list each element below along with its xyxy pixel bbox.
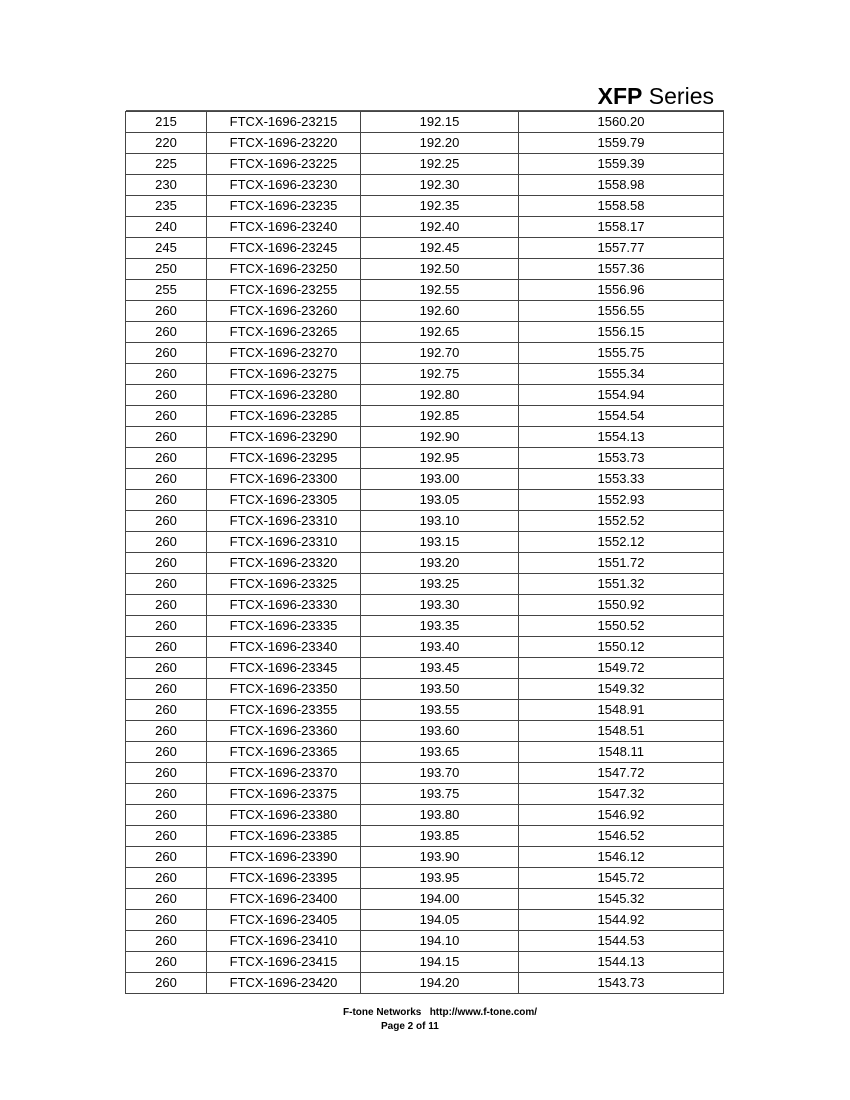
table-cell: FTCX-1696-23395 [207, 868, 361, 889]
table-cell: 260 [126, 826, 207, 847]
table-cell: 240 [126, 217, 207, 238]
table-cell: FTCX-1696-23340 [207, 637, 361, 658]
table-cell: 192.45 [361, 238, 519, 259]
table-row [126, 154, 724, 175]
table-cell: FTCX-1696-23305 [207, 490, 361, 511]
table-cell: 193.45 [361, 658, 519, 679]
table-cell: FTCX-1696-23300 [207, 469, 361, 490]
table-cell: FTCX-1696-23310 [207, 532, 361, 553]
table-cell: FTCX-1696-23365 [207, 742, 361, 763]
table-cell: 1554.13 [519, 427, 724, 448]
table-cell: 1548.51 [519, 721, 724, 742]
table-cell: 1545.32 [519, 889, 724, 910]
table-cell: 260 [126, 574, 207, 595]
table-cell: 193.10 [361, 511, 519, 532]
table-cell: 192.20 [361, 133, 519, 154]
table-row [126, 490, 724, 511]
table-cell: 193.85 [361, 826, 519, 847]
table-row [126, 196, 724, 217]
table-cell: 260 [126, 784, 207, 805]
table-cell: 260 [126, 847, 207, 868]
table-cell: 260 [126, 931, 207, 952]
table-cell: 194.00 [361, 889, 519, 910]
table-cell: FTCX-1696-23400 [207, 889, 361, 910]
table-cell: FTCX-1696-23235 [207, 196, 361, 217]
table-cell: 1550.92 [519, 595, 724, 616]
table-cell: 193.65 [361, 742, 519, 763]
table-row [126, 952, 724, 973]
table-cell: FTCX-1696-23385 [207, 826, 361, 847]
table-cell: 1544.13 [519, 952, 724, 973]
table-cell: FTCX-1696-23250 [207, 259, 361, 280]
table-cell: 192.75 [361, 364, 519, 385]
table-cell: 1546.52 [519, 826, 724, 847]
table-cell: 1557.77 [519, 238, 724, 259]
table-row [126, 742, 724, 763]
table-cell: 1554.54 [519, 406, 724, 427]
table-row [126, 595, 724, 616]
footer-url[interactable]: http://www.f-tone.com/ [429, 1007, 538, 1018]
table-cell: 260 [126, 973, 207, 994]
table-row [126, 406, 724, 427]
table-cell: FTCX-1696-23255 [207, 280, 361, 301]
table-cell: 192.15 [361, 112, 519, 133]
table-cell: FTCX-1696-23270 [207, 343, 361, 364]
table-cell: 260 [126, 910, 207, 931]
table-row [126, 868, 724, 889]
table-cell: 1551.72 [519, 553, 724, 574]
table-cell: FTCX-1696-23290 [207, 427, 361, 448]
table-cell: FTCX-1696-23285 [207, 406, 361, 427]
table-row [126, 112, 724, 133]
table-cell: FTCX-1696-23265 [207, 322, 361, 343]
table-row [126, 301, 724, 322]
table-cell: 1550.12 [519, 637, 724, 658]
table-cell: 193.05 [361, 490, 519, 511]
table-cell: FTCX-1696-23350 [207, 679, 361, 700]
table-cell: 193.75 [361, 784, 519, 805]
table-cell: FTCX-1696-23415 [207, 952, 361, 973]
table-cell: 192.35 [361, 196, 519, 217]
table-cell: 193.25 [361, 574, 519, 595]
table-cell: 193.35 [361, 616, 519, 637]
table-cell: 1559.79 [519, 133, 724, 154]
table-cell: FTCX-1696-23320 [207, 553, 361, 574]
table-cell: 1556.55 [519, 301, 724, 322]
table-cell: 260 [126, 616, 207, 637]
table-cell: 193.30 [361, 595, 519, 616]
table-cell: 192.40 [361, 217, 519, 238]
footer-page-number: Page 2 of 11 [381, 1021, 439, 1032]
table-cell: 1553.73 [519, 448, 724, 469]
table-cell: FTCX-1696-23325 [207, 574, 361, 595]
table-cell: 260 [126, 532, 207, 553]
table-cell: 260 [126, 952, 207, 973]
table-row [126, 721, 724, 742]
table-row [126, 238, 724, 259]
table-cell: FTCX-1696-23260 [207, 301, 361, 322]
table-cell: FTCX-1696-23280 [207, 385, 361, 406]
table-cell: 260 [126, 427, 207, 448]
table-cell: 192.85 [361, 406, 519, 427]
footer-company: F-tone Networks [343, 1007, 422, 1018]
table-row [126, 175, 724, 196]
table-cell: 215 [126, 112, 207, 133]
table-row [126, 532, 724, 553]
table-row [126, 889, 724, 910]
table-cell: 193.50 [361, 679, 519, 700]
table-row [126, 910, 724, 931]
table-cell: FTCX-1696-23390 [207, 847, 361, 868]
table-cell: 260 [126, 553, 207, 574]
table-cell: 260 [126, 889, 207, 910]
table-cell: 1552.12 [519, 532, 724, 553]
table-cell: 193.20 [361, 553, 519, 574]
table-row [126, 385, 724, 406]
table-cell: 260 [126, 637, 207, 658]
table-cell: FTCX-1696-23240 [207, 217, 361, 238]
series-brand: XFP [597, 83, 643, 109]
table-cell: 1557.36 [519, 259, 724, 280]
table-cell: 192.80 [361, 385, 519, 406]
table-cell: 1556.96 [519, 280, 724, 301]
table-cell: 235 [126, 196, 207, 217]
table-cell: 193.60 [361, 721, 519, 742]
table-row [126, 448, 724, 469]
table-cell: 193.40 [361, 637, 519, 658]
table-cell: FTCX-1696-23420 [207, 973, 361, 994]
page-header-title [598, 82, 714, 110]
table-cell: FTCX-1696-23215 [207, 112, 361, 133]
table-row [126, 427, 724, 448]
table-cell: 1555.34 [519, 364, 724, 385]
table-row [126, 364, 724, 385]
table-cell: 260 [126, 322, 207, 343]
table-row [126, 658, 724, 679]
channel-table [125, 111, 724, 994]
table-cell: 194.20 [361, 973, 519, 994]
table-cell: 1544.92 [519, 910, 724, 931]
table-cell: FTCX-1696-23370 [207, 763, 361, 784]
table-cell: FTCX-1696-23310 [207, 511, 361, 532]
table-row [126, 805, 724, 826]
table-cell: 260 [126, 490, 207, 511]
table-row [126, 679, 724, 700]
table-cell: 260 [126, 763, 207, 784]
table-cell: 194.15 [361, 952, 519, 973]
table-cell: 1549.72 [519, 658, 724, 679]
table-cell: 192.25 [361, 154, 519, 175]
table-cell: FTCX-1696-23245 [207, 238, 361, 259]
table-cell: 192.95 [361, 448, 519, 469]
table-cell: 250 [126, 259, 207, 280]
table-row [126, 259, 724, 280]
table-cell: FTCX-1696-23410 [207, 931, 361, 952]
table-cell: 260 [126, 343, 207, 364]
table-cell: FTCX-1696-23405 [207, 910, 361, 931]
table-cell: 260 [126, 658, 207, 679]
table-cell: 1558.58 [519, 196, 724, 217]
series-label: Series [648, 83, 714, 109]
table-cell: 192.60 [361, 301, 519, 322]
table-cell: 260 [126, 364, 207, 385]
table-cell: 193.95 [361, 868, 519, 889]
table-cell: 260 [126, 721, 207, 742]
table-row [126, 616, 724, 637]
table-row [126, 784, 724, 805]
table-cell: 1547.72 [519, 763, 724, 784]
table-row [126, 280, 724, 301]
table-row [126, 763, 724, 784]
channel-table-body [126, 112, 724, 994]
table-cell: FTCX-1696-23295 [207, 448, 361, 469]
table-cell: 1552.52 [519, 511, 724, 532]
table-cell: 192.70 [361, 343, 519, 364]
table-cell: 193.55 [361, 700, 519, 721]
table-row [126, 574, 724, 595]
table-cell: 260 [126, 679, 207, 700]
table-cell: 260 [126, 511, 207, 532]
table-cell: 230 [126, 175, 207, 196]
table-cell: 260 [126, 805, 207, 826]
table-cell: 192.65 [361, 322, 519, 343]
table-row [126, 469, 724, 490]
table-row [126, 217, 724, 238]
table-cell: 260 [126, 469, 207, 490]
table-cell: FTCX-1696-23230 [207, 175, 361, 196]
table-cell: 1554.94 [519, 385, 724, 406]
table-row [126, 322, 724, 343]
table-cell: 193.80 [361, 805, 519, 826]
table-cell: 225 [126, 154, 207, 175]
table-cell: FTCX-1696-23375 [207, 784, 361, 805]
table-cell: 1555.75 [519, 343, 724, 364]
table-cell: FTCX-1696-23330 [207, 595, 361, 616]
table-cell: 1552.93 [519, 490, 724, 511]
table-cell: 192.55 [361, 280, 519, 301]
table-cell: 193.70 [361, 763, 519, 784]
table-cell: FTCX-1696-23225 [207, 154, 361, 175]
table-cell: 1547.32 [519, 784, 724, 805]
table-cell: 1551.32 [519, 574, 724, 595]
table-row [126, 511, 724, 532]
table-cell: 1559.39 [519, 154, 724, 175]
table-cell: FTCX-1696-23360 [207, 721, 361, 742]
table-row [126, 343, 724, 364]
table-cell: 1548.91 [519, 700, 724, 721]
table-cell: 260 [126, 301, 207, 322]
table-cell: 193.00 [361, 469, 519, 490]
table-cell: FTCX-1696-23345 [207, 658, 361, 679]
table-cell: 255 [126, 280, 207, 301]
table-cell: 260 [126, 385, 207, 406]
table-cell: 260 [126, 742, 207, 763]
table-cell: FTCX-1696-23380 [207, 805, 361, 826]
table-cell: 245 [126, 238, 207, 259]
table-cell: FTCX-1696-23275 [207, 364, 361, 385]
table-row [126, 931, 724, 952]
table-cell: 260 [126, 595, 207, 616]
table-cell: 1550.52 [519, 616, 724, 637]
table-cell: 1560.20 [519, 112, 724, 133]
table-cell: 1558.98 [519, 175, 724, 196]
table-cell: 192.30 [361, 175, 519, 196]
table-row [126, 133, 724, 154]
table-cell: 1553.33 [519, 469, 724, 490]
table-cell: FTCX-1696-23220 [207, 133, 361, 154]
table-cell: 1556.15 [519, 322, 724, 343]
table-cell: 1549.32 [519, 679, 724, 700]
table-cell: 1548.11 [519, 742, 724, 763]
footer-company-line [343, 1006, 537, 1019]
table-cell: FTCX-1696-23335 [207, 616, 361, 637]
table-row [126, 847, 724, 868]
table-cell: 192.90 [361, 427, 519, 448]
table-row [126, 700, 724, 721]
table-row [126, 553, 724, 574]
table-row [126, 973, 724, 994]
table-cell: 192.50 [361, 259, 519, 280]
table-cell: 1546.92 [519, 805, 724, 826]
table-cell: 260 [126, 868, 207, 889]
table-cell: 194.10 [361, 931, 519, 952]
table-cell: 260 [126, 700, 207, 721]
table-cell: 220 [126, 133, 207, 154]
table-cell: 260 [126, 406, 207, 427]
table-row [126, 637, 724, 658]
table-cell: 194.05 [361, 910, 519, 931]
table-cell: 1544.53 [519, 931, 724, 952]
table-cell: FTCX-1696-23355 [207, 700, 361, 721]
table-cell: 1558.17 [519, 217, 724, 238]
table-cell: 260 [126, 448, 207, 469]
table-cell: 1543.73 [519, 973, 724, 994]
table-row [126, 826, 724, 847]
table-cell: 1546.12 [519, 847, 724, 868]
table-cell: 1545.72 [519, 868, 724, 889]
table-cell: 193.15 [361, 532, 519, 553]
table-cell: 193.90 [361, 847, 519, 868]
